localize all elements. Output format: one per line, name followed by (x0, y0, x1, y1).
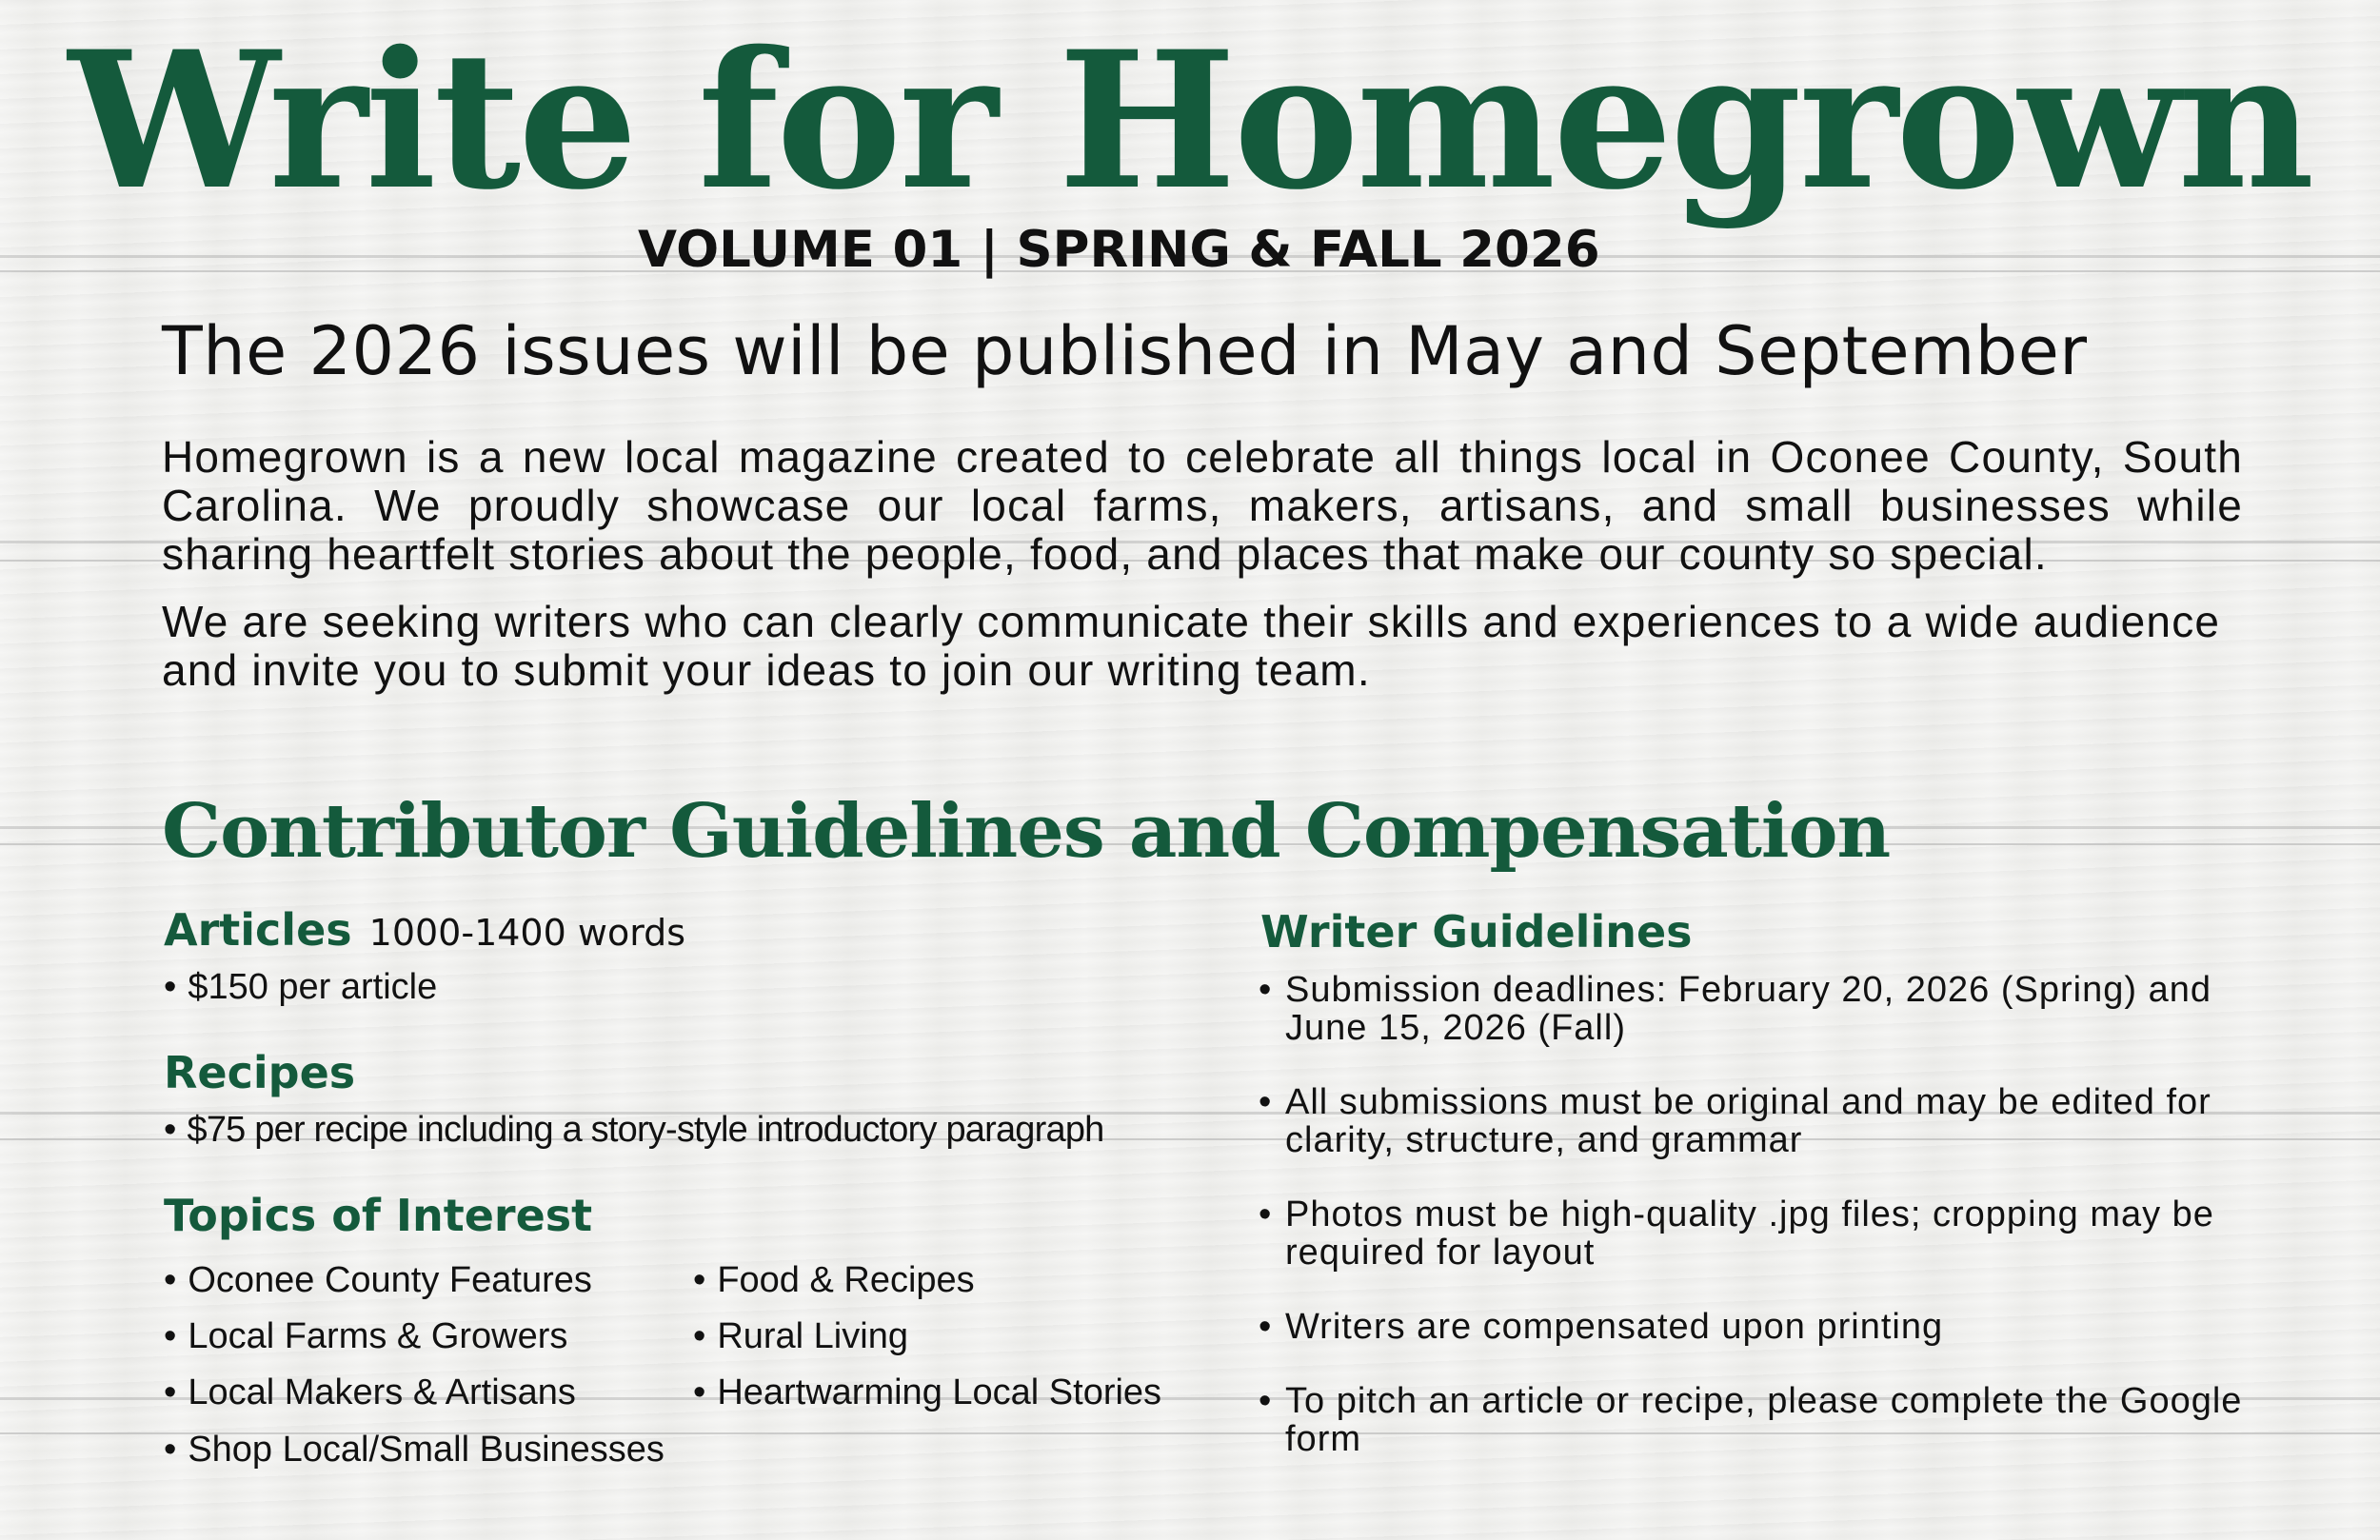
intro-text (162, 433, 2243, 714)
articles-heading-label: Articles (164, 904, 352, 956)
topic-item: • Shop Local/Small Businesses (164, 1430, 664, 1471)
guideline-item: • Writers are compensated upon printing (1259, 1308, 2268, 1346)
topics-heading: Topics of Interest (164, 1190, 593, 1241)
recipes-rate: • $75 per recipe including a story-style introductory paragraph (164, 1110, 1104, 1151)
guideline-item: • Photos must be high-quality .jpg files; cropping may be required for layout (1259, 1195, 2268, 1272)
topic-item: • Local Makers & Artisans (164, 1372, 576, 1413)
guideline-item: • All submissions must be original and may be edited for clarity, structure, and grammar (1259, 1083, 2268, 1159)
topic-item: • Food & Recipes (693, 1260, 975, 1301)
topic-item: • Oconee County Features (164, 1260, 592, 1301)
topic-item: • Heartwarming Local Stories (693, 1372, 1161, 1413)
articles-heading (164, 904, 685, 956)
articles-word-count: 1000-1400 words (368, 912, 686, 954)
page-title: Write for Homegrown (68, 10, 2312, 231)
guideline-item: • Submission deadlines: February 20, 2026 (Spring) and June 15, 2026 (Fall) (1259, 971, 2268, 1047)
intro-paragraph-1: Homegrown is a new local magazine created to celebrate all things local in Oconee County, South Carolina. We proudly showcase our local farms, makers, artisans, and small businesses while sharing heartfelt stories about the people, food, and places that make our county so special. (162, 432, 2243, 579)
guidelines-heading: Contributor Guidelines and Compensation (162, 788, 1891, 875)
topic-item: • Rural Living (693, 1316, 908, 1357)
volume-label: VOLUME 01 | SPRING & FALL 2026 (638, 221, 1600, 279)
topic-item: • Local Farms & Growers (164, 1316, 567, 1357)
intro-paragraph-2: We are seeking writers who can clearly communicate their skills and experiences to a wide audience and invite you to submit your ideas to join our writing team. (162, 597, 2221, 695)
articles-rate: • $150 per article (164, 967, 437, 1008)
recipes-heading: Recipes (164, 1047, 356, 1098)
writer-guidelines-heading: Writer Guidelines (1260, 906, 1693, 958)
publication-subtitle: The 2026 issues will be published in May and September (162, 312, 2088, 390)
guideline-item: • To pitch an article or recipe, please complete the Google form (1259, 1382, 2268, 1458)
writer-guidelines-list (1259, 971, 2268, 1494)
